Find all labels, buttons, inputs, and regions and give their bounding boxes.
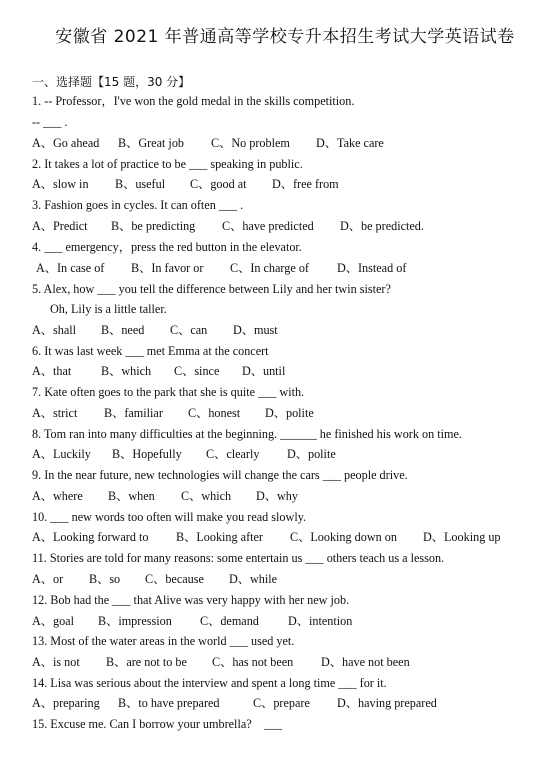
option-c: C、has not been bbox=[212, 655, 294, 669]
option-d: D、Looking up bbox=[423, 530, 501, 544]
question-stem: 4. ___ emergency，press the red button in the elevator. bbox=[32, 240, 302, 254]
option-b: B、useful bbox=[115, 177, 166, 191]
option-c: C、clearly bbox=[206, 447, 260, 461]
option-d: D、why bbox=[256, 489, 298, 503]
option-a: A、slow in bbox=[32, 177, 89, 191]
option-d: D、be predicted. bbox=[340, 219, 424, 233]
option-b: B、Hopefully bbox=[112, 447, 182, 461]
option-c: C、prepare bbox=[253, 696, 310, 710]
question-stem: 9. In the near future, new technologies will change the cars ___ people drive. bbox=[32, 468, 408, 482]
option-a: A、goal bbox=[32, 614, 74, 628]
option-b: B、so bbox=[89, 572, 121, 586]
section-header: 一、选择题【15 题，30 分】 bbox=[32, 75, 191, 89]
option-d: D、Instead of bbox=[337, 261, 407, 275]
option-d: D、polite bbox=[265, 406, 314, 420]
option-c: C、good at bbox=[190, 177, 247, 191]
question-stem: 1. -- Professor，I've won the gold medal in the skills competition. bbox=[32, 94, 355, 108]
option-c: C、Looking down on bbox=[290, 530, 397, 544]
question-stem: 7. Kate often goes to the park that she is quite ___ with. bbox=[32, 385, 305, 399]
option-b: B、Great job bbox=[118, 136, 185, 150]
option-b: B、when bbox=[108, 489, 155, 503]
option-d: D、having prepared bbox=[337, 696, 437, 710]
option-a: A、Looking forward to bbox=[32, 530, 149, 544]
question-stem: 8. Tom ran into many difficulties at the beginning. ______ he finished his work on time. bbox=[32, 427, 462, 441]
option-d: D、until bbox=[242, 364, 286, 378]
question-stem: 2. It takes a lot of practice to be ___ speaking in public. bbox=[32, 157, 303, 171]
option-d: D、have not been bbox=[321, 655, 410, 669]
option-b: B、Looking after bbox=[176, 530, 263, 544]
option-c: C、No problem bbox=[211, 136, 290, 150]
option-b: B、are not to be bbox=[106, 655, 187, 669]
question-stem: 12. Bob had the ___ that Alive was very happy with her new job. bbox=[32, 593, 350, 607]
question-stem-continued: -- ___ . bbox=[32, 115, 68, 129]
option-c: C、honest bbox=[188, 406, 241, 420]
option-b: B、In favor or bbox=[131, 261, 204, 275]
option-a: A、preparing bbox=[32, 696, 100, 710]
option-c: C、which bbox=[181, 489, 232, 503]
option-d: D、intention bbox=[288, 614, 353, 628]
option-c: C、have predicted bbox=[222, 219, 314, 233]
option-a: A、that bbox=[32, 364, 72, 378]
option-d: D、free from bbox=[272, 177, 339, 191]
option-d: D、while bbox=[229, 572, 278, 586]
option-d: D、Take care bbox=[316, 136, 384, 150]
question-stem: 3. Fashion goes in cycles. It can often ___ . bbox=[32, 198, 244, 212]
option-a: A、Predict bbox=[32, 219, 88, 233]
option-b: B、need bbox=[101, 323, 145, 337]
option-b: B、which bbox=[101, 364, 152, 378]
option-a: A、is not bbox=[32, 655, 80, 669]
option-c: C、In charge of bbox=[230, 261, 309, 275]
option-b: B、be predicting bbox=[111, 219, 196, 233]
page-title: 安徽省 2021 年普通高等学校专升本招生考试大学英语试卷 bbox=[55, 27, 515, 47]
option-a: A、In case of bbox=[36, 261, 105, 275]
option-a: A、strict bbox=[32, 406, 78, 420]
option-a: A、Go ahead bbox=[32, 136, 100, 150]
question-stem: 5. Alex, how ___ you tell the difference between Lily and her twin sister? bbox=[32, 282, 391, 296]
option-c: C、because bbox=[145, 572, 204, 586]
option-c: C、since bbox=[174, 364, 220, 378]
option-a: A、or bbox=[32, 572, 64, 586]
question-stem: 15. Excuse me. Can I borrow your umbrella? ___ bbox=[32, 717, 283, 731]
question-stem: 13. Most of the water areas in the world ___ used yet. bbox=[32, 634, 295, 648]
question-stem: 10. ___ new words too often will make you read slowly. bbox=[32, 510, 307, 524]
option-c: C、demand bbox=[200, 614, 259, 628]
option-a: A、Luckily bbox=[32, 447, 91, 461]
option-d: D、must bbox=[233, 323, 278, 337]
option-c: C、can bbox=[170, 323, 208, 337]
option-a: A、where bbox=[32, 489, 83, 503]
question-stem: 14. Lisa was serious about the interview and spent a long time ___ for it. bbox=[32, 676, 387, 690]
option-a: A、shall bbox=[32, 323, 77, 337]
question-stem-continued: Oh, Lily is a little taller. bbox=[50, 302, 167, 316]
option-b: B、to have prepared bbox=[118, 696, 220, 710]
option-d: D、polite bbox=[287, 447, 336, 461]
option-b: B、familiar bbox=[104, 406, 163, 420]
question-stem: 6. It was last week ___ met Emma at the concert bbox=[32, 344, 269, 358]
question-stem: 11. Stories are told for many reasons: some entertain us ___ others teach us a lesson. bbox=[32, 551, 445, 565]
option-b: B、impression bbox=[98, 614, 172, 628]
